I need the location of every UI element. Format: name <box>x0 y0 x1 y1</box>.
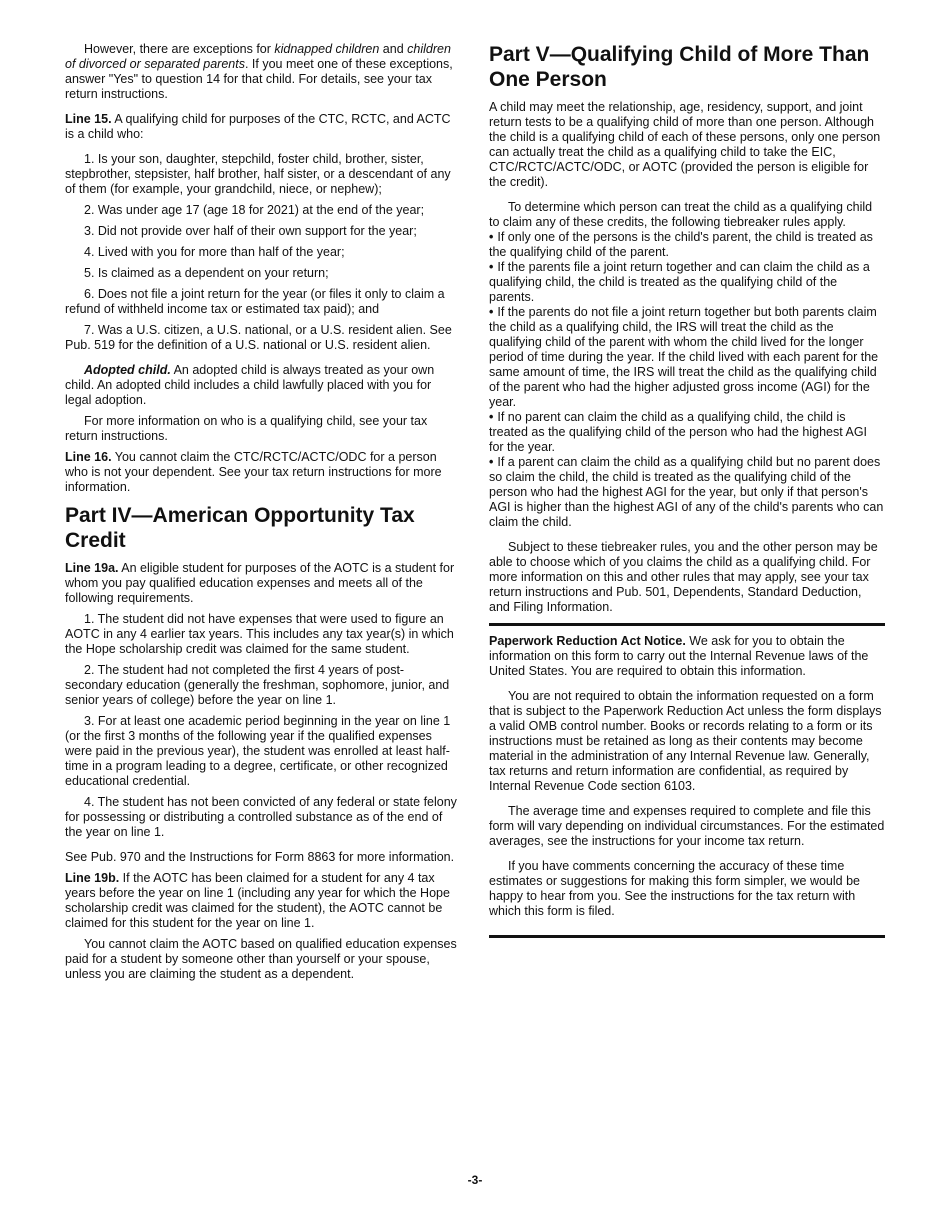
line-15-item: 1. Is your son, daughter, stepchild, foster child, brother, sister, stepbrother, stepsister, half brother, half sister, or a descendant of any of them (for example, your grandchild, niece, or nephew); <box>65 152 451 196</box>
line-15-item: 6. Does not file a joint return for the year (or files it only to claim a refund of withheld income tax or estimated tax paid); and <box>65 287 445 316</box>
line-15-item: 7. Was a U.S. citizen, a U.S. national, or a U.S. resident alien. See Pub. 519 for the definition of a U.S. national or U.S. resident alien. <box>65 323 452 352</box>
line-15-item: 3. Did not provide over half of their own support for the year; <box>84 224 417 238</box>
section-divider <box>489 623 885 626</box>
tiebreaker-intro: To determine which person can treat the child as a qualifying child to claim any of these credits, the following tiebreaker rules apply. <box>489 200 873 229</box>
line-19a-item: 4. The student has not been convicted of any federal or state felony for possessing or distributing a controlled substance as of the end of the year on line 1. <box>65 795 457 839</box>
line-15-paragraph: Line 15. A qualifying child for purposes of the CTC, RCTC, and ACTC is a child who: <box>65 112 451 141</box>
omb-paragraph: You are not required to obtain the information requested on a form that is subject to the Paperwork Reduction Act unless the form displays a valid OMB control number. Books or records relating to a form or its instructions must be retained as long as their contents may become material in the administration of any Internal Revenue law. Generally, tax returns and return information are confidential, as required by Internal Revenue Code section 6103. <box>489 689 882 793</box>
line-15-item: 2. Was under age 17 (age 18 for 2021) at the end of the year; <box>84 203 425 217</box>
adopted-child-paragraph: Adopted child. An adopted child is always treated as your own child. An adopted child includes a child lawfully placed with you for legal adoption. <box>65 363 435 407</box>
tiebreaker-rule: • If only one of the persons is the child's parent, the child is treated as the qualifying child of the parent. <box>489 230 873 259</box>
line-15-item: 4. Lived with you for more than half of the year; <box>84 245 345 259</box>
end-divider <box>489 935 885 938</box>
bullet-icon: • <box>489 230 494 244</box>
line-19b-paragraph: Line 19b. If the AOTC has been claimed for a student for any 4 tax years before the year on line 1 (including any year for which the Hope scholarship credit was claimed for the student), the AOTC cannot be claimed for this student for the year on line 1. <box>65 871 450 930</box>
tiebreaker-choice-paragraph: Subject to these tiebreaker rules, you and the other person may be able to choose which of you claims the child as a qualifying child. For more information on this and other rules that may apply, see your tax return instructions and Pub. 501, Dependents, Standard Deduction, and Filing Information. <box>489 540 878 614</box>
bullet-icon: • <box>489 260 494 274</box>
tiebreaker-rule: • If the parents file a joint return together and can claim the child as a qualifying child, the child is treated as the qualifying child of the parents. <box>489 260 870 304</box>
line-19a-item: 1. The student did not have expenses that were used to figure an AOTC in any 4 earlier tax years. This includes any tax year(s) in which the Hope scholarship credit was claimed for the same student. <box>65 612 454 656</box>
average-time-paragraph: The average time and expenses required to complete and file this form will vary depending on individual circumstances. For the estimated averages, see the instructions for your income tax return. <box>489 804 885 848</box>
line-19a-item: 2. The student had not completed the first 4 years of post-secondary education (generally the freshman, sophomore, junior, and senior years of college) before the year on line 1. <box>65 663 450 707</box>
line-16-paragraph: Line 16. You cannot claim the CTC/RCTC/ACTC/ODC for a person who is not your dependent. See your tax return instructions for more information. <box>65 450 442 494</box>
see-pub-970: See Pub. 970 and the Instructions for Form 8863 for more information. <box>65 850 455 864</box>
part-4-heading: Part IV—American Opportunity Tax Credit <box>65 504 415 552</box>
line-19b-label: Line 19b. <box>65 871 120 885</box>
line-19a-item: 3. For at least one academic period beginning in the year on line 1 (or the first 3 months of the following year if the qualified expenses were paid in the previous year), the student was enrolled at least half-time in a program leading to a degree, certificate, or other recognized educational credential. <box>65 714 451 788</box>
page-number: -3- <box>467 1173 483 1187</box>
line-15-label: Line 15. <box>65 112 112 126</box>
paperwork-notice-label: Paperwork Reduction Act Notice. <box>489 634 686 648</box>
tiebreaker-rule: • If the parents do not file a joint return together but both parents claim the child as a qualifying child, the IRS will treat the child as the qualifying child of the parent with whom the child lived for the longer period of time during the year. If the child lived with each parent for the same amount of time, the IRS will treat the child as the qualifying child of the parent who had the higher adjusted gross income (AGI) for the year. <box>489 305 879 409</box>
line-19a-label: Line 19a. <box>65 561 119 575</box>
left-column <box>65 42 461 988</box>
adopted-child-label: Adopted child. <box>84 363 171 377</box>
bullet-icon: • <box>489 410 494 424</box>
cannot-claim-paragraph: You cannot claim the AOTC based on qualified education expenses paid for a student by someone other than yourself or your spouse, unless you are claiming the student as a dependent. <box>65 937 457 981</box>
line-16-label: Line 16. <box>65 450 112 464</box>
line-15-item: 5. Is claimed as a dependent on your return; <box>84 266 329 280</box>
tiebreaker-rule: • If a parent can claim the child as a qualifying child but no parent does so claim the child, the child is treated as the qualifying child of the person who had the highest AGI for the year, but only if that person's AGI is higher than the highest AGI of any of the child's parents who can claim the child. <box>489 455 884 529</box>
exceptions-paragraph: However, there are exceptions for kidnapped children and children of divorced or separated parents. If you meet one of these exceptions, answer "Yes" to question 14 for that child. For details, see your tax return instructions. <box>65 42 453 101</box>
bullet-icon: • <box>489 455 494 469</box>
paperwork-notice-paragraph: Paperwork Reduction Act Notice. We ask for you to obtain the information on this form to carry out the Internal Revenue laws of the United States. You are required to obtain this information. <box>489 634 869 678</box>
tiebreaker-rule: • If no parent can claim the child as a qualifying child, the child is treated as the qualifying child of the person who had the highest AGI for the year. <box>489 410 868 454</box>
line-19a-paragraph: Line 19a. An eligible student for purposes of the AOTC is a student for whom you pay qualified education expenses and meets all of the following requirements. <box>65 561 455 605</box>
part-5-intro: A child may meet the relationship, age, residency, support, and joint return tests to be a qualifying child of more than one person. Although the child is a qualifying child of each of these persons, only one person can actually treat the child as a qualifying child to take the EIC, CTC/RCTC/ACTC/ODC, or AOTC (provided the person is eligible for the credit). <box>489 100 881 189</box>
comments-paragraph: If you have comments concerning the accuracy of these time estimates or suggestions for making this form simpler, we would be happy to hear from you. See the instructions for the tax return with which this form is filed. <box>489 859 860 918</box>
part-5-heading: Part V—Qualifying Child of More Than One Person <box>489 43 870 91</box>
more-info-paragraph: For more information on who is a qualifying child, see your tax return instructions. <box>65 414 428 443</box>
bullet-icon: • <box>489 305 494 319</box>
right-column <box>489 42 885 938</box>
